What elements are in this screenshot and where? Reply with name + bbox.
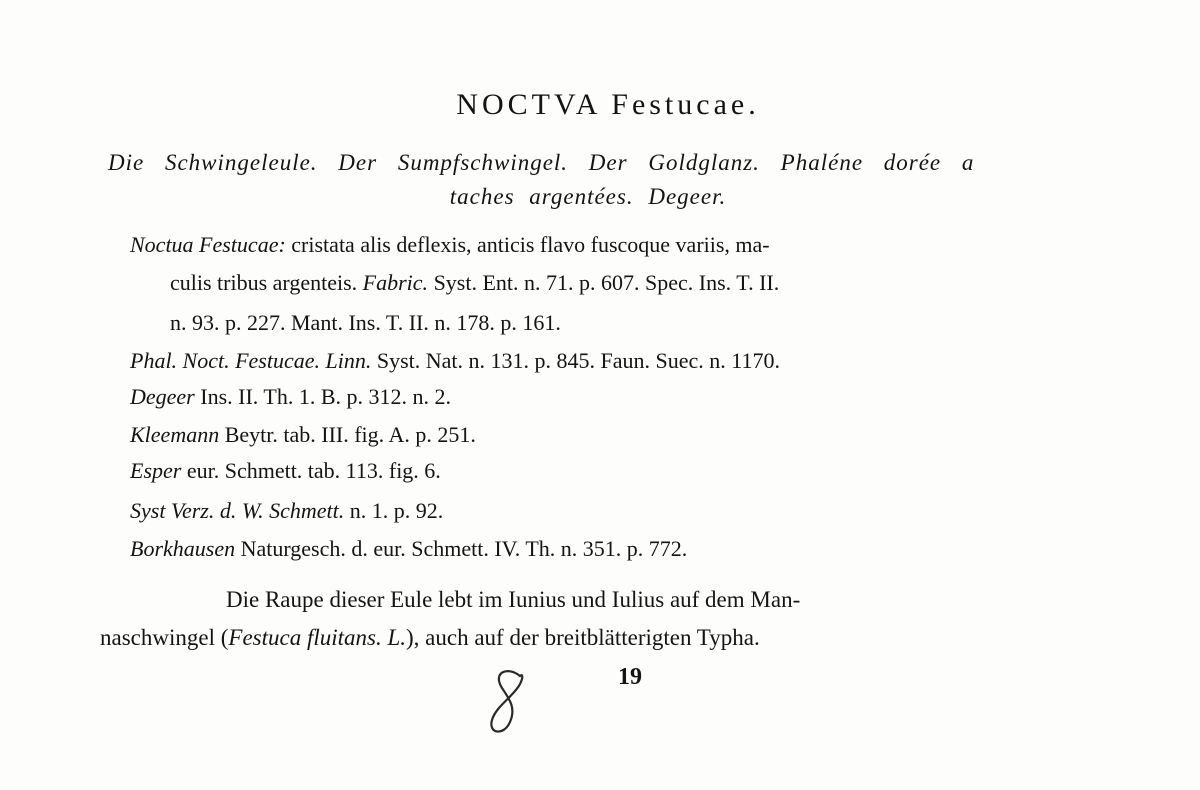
synonym-text: eur. Schmett. tab. 113. fig. 6. bbox=[186, 458, 441, 483]
synonym-text: n. 1. p. 92. bbox=[349, 498, 444, 523]
synonym-author: Noctua Festucae: bbox=[130, 232, 286, 257]
synonym-author: Phal. Noct. Festucae. Linn. bbox=[130, 348, 372, 373]
paragraph-species: Festuca fluitans. L. bbox=[228, 625, 407, 650]
synonym-text: culis tribus argenteis. bbox=[170, 270, 358, 295]
synonym-entry bbox=[130, 492, 1120, 530]
synonym-entry bbox=[130, 416, 1120, 454]
synonym-entry bbox=[130, 226, 1120, 264]
synonym-text: Ins. II. Th. 1. B. p. 312. n. 2. bbox=[200, 384, 452, 409]
synonym-author: Esper bbox=[130, 458, 182, 483]
synonym-entry bbox=[130, 530, 1120, 568]
synonym-text: n. 93. p. 227. Mant. Ins. T. II. n. 178. p. 161. bbox=[170, 310, 561, 335]
common-names-line-2: taches argentées. Degeer. bbox=[449, 184, 727, 209]
synonym-author: Degeer bbox=[130, 384, 195, 409]
page-title: NOCTVA Festucae. bbox=[456, 88, 760, 121]
synonym-entry bbox=[130, 342, 1120, 380]
synonym-author: Kleemann bbox=[130, 422, 220, 447]
paragraph-text: naschwingel ( bbox=[100, 625, 229, 650]
page-number: 19 bbox=[618, 664, 642, 690]
paragraph-text: ), auch auf der breitblätterigten Typha. bbox=[406, 625, 760, 650]
synonym-text: cristata alis deflexis, anticis flavo fuscoque variis, ma- bbox=[291, 232, 770, 257]
synonym-text: Beytr. tab. III. fig. A. p. 251. bbox=[224, 422, 476, 447]
handwritten-eight-icon bbox=[470, 664, 540, 744]
body-paragraph-line-2 bbox=[100, 618, 1110, 658]
common-names-line-1: Die Schwingeleule. Der Sumpfschwingel. Der Goldglanz. Phaléne dorée a bbox=[108, 150, 975, 175]
synonym-entry bbox=[130, 452, 1120, 490]
synonym-author: Fabric. bbox=[362, 270, 429, 295]
synonym-author: Syst Verz. d. W. Schmett. bbox=[130, 498, 345, 523]
synonym-continuation bbox=[130, 304, 1160, 342]
synonym-text: Syst. Ent. n. 71. p. 607. Spec. Ins. T. II. bbox=[433, 270, 780, 295]
synonym-text: Syst. Nat. n. 131. p. 845. Faun. Suec. n. 1170. bbox=[376, 348, 780, 373]
common-names bbox=[108, 146, 1108, 214]
synonym-entry bbox=[130, 378, 1120, 416]
synonym-continuation bbox=[130, 264, 1160, 302]
synonym-text: Naturgesch. d. eur. Schmett. IV. Th. n. 351. p. 772. bbox=[240, 536, 688, 561]
synonym-author: Borkhausen bbox=[130, 536, 236, 561]
handwritten-mark bbox=[470, 664, 540, 748]
body-paragraph-line-1: Die Raupe dieser Eule lebt im Iunius und Iulius auf dem Man- bbox=[226, 587, 801, 612]
